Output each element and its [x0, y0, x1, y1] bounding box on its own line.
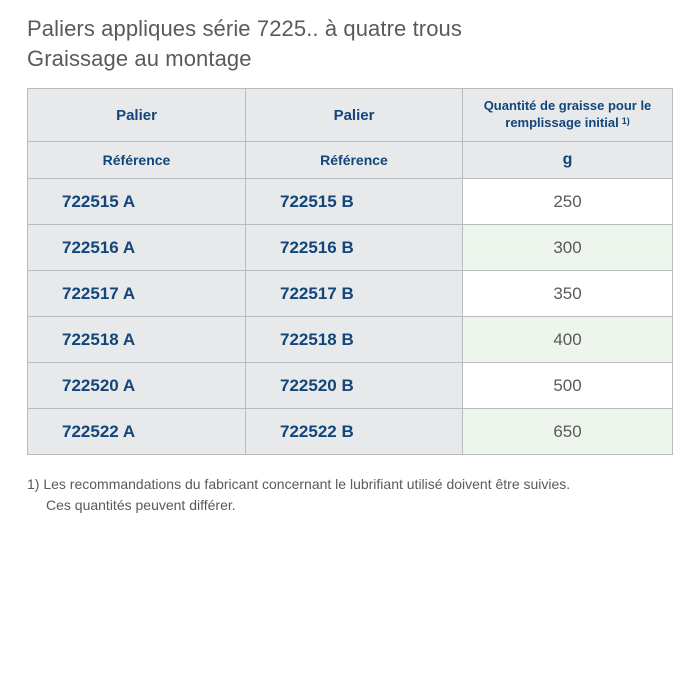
subheader-row — [28, 142, 673, 179]
footnote-line-2: Ces quantités peuvent différer. — [46, 497, 236, 513]
cell-grease-value: 250 — [463, 179, 673, 225]
header-grease-quantity — [463, 89, 673, 142]
title-line-1: Paliers appliques série 7225.. à quatre trous — [27, 16, 462, 41]
cell-ref-b: 722522 B — [246, 409, 463, 455]
subheader-reference-b: Référence — [246, 142, 463, 179]
table-row — [28, 225, 673, 271]
title-line-2: Graissage au montage — [27, 46, 252, 71]
cell-ref-a: 722520 A — [28, 363, 246, 409]
cell-ref-b: 722520 B — [246, 363, 463, 409]
cell-ref-b: 722516 B — [246, 225, 463, 271]
header-row — [28, 89, 673, 142]
cell-ref-b: 722518 B — [246, 317, 463, 363]
table-row — [28, 363, 673, 409]
page-title — [27, 14, 462, 74]
table-row — [28, 317, 673, 363]
header-palier-a: Palier — [28, 89, 246, 142]
cell-ref-a: 722516 A — [28, 225, 246, 271]
subheader-unit: g — [463, 142, 673, 179]
cell-grease-value: 400 — [463, 317, 673, 363]
cell-ref-b: 722517 B — [246, 271, 463, 317]
cell-grease-value: 500 — [463, 363, 673, 409]
grease-table — [27, 88, 673, 455]
cell-ref-a: 722515 A — [28, 179, 246, 225]
header-palier-b: Palier — [246, 89, 463, 142]
cell-grease-value: 650 — [463, 409, 673, 455]
table-row — [28, 271, 673, 317]
cell-ref-a: 722522 A — [28, 409, 246, 455]
cell-grease-value: 350 — [463, 271, 673, 317]
footnote — [27, 474, 687, 516]
cell-ref-b: 722515 B — [246, 179, 463, 225]
cell-ref-a: 722518 A — [28, 317, 246, 363]
subheader-reference-a: Référence — [28, 142, 246, 179]
table-row — [28, 179, 673, 225]
footnote-line-1: 1) Les recommandations du fabricant concernant le lubrifiant utilisé doivent être suivies. — [27, 476, 571, 492]
cell-ref-a: 722517 A — [28, 271, 246, 317]
table-row — [28, 409, 673, 455]
header-footnote-marker: 1) — [621, 116, 630, 126]
cell-grease-value: 300 — [463, 225, 673, 271]
header-grease-quantity-label: Quantité de graisse pour le remplissage initial — [483, 98, 652, 130]
